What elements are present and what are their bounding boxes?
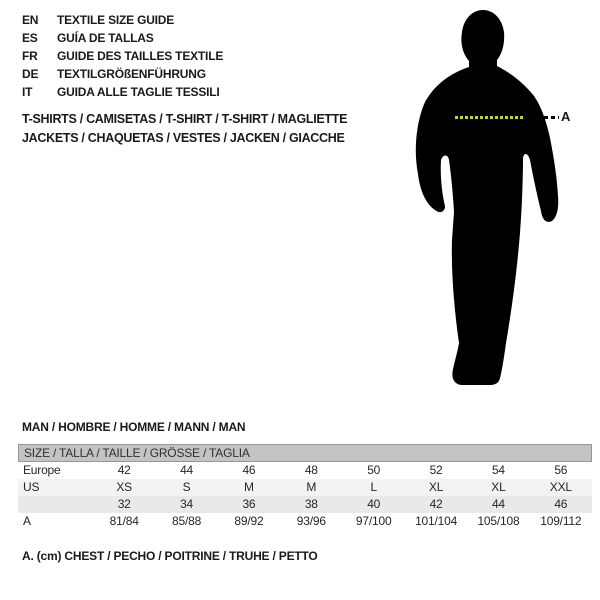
category-list <box>22 110 347 148</box>
language-row <box>22 47 223 65</box>
size-cell: 105/108 <box>477 514 520 528</box>
language-label: GUIDE DES TAILLES TEXTILE <box>57 49 224 63</box>
language-row <box>22 29 223 47</box>
size-cell: 109/112 <box>540 514 582 528</box>
measure-pointer-dash-line <box>537 116 559 119</box>
language-code: FR <box>22 49 38 63</box>
language-label: TEXTILGRÖßENFÜHRUNG <box>57 67 206 81</box>
language-code: DE <box>22 67 39 81</box>
size-cell: 36 <box>242 497 256 511</box>
row-label: A <box>23 514 31 528</box>
size-cell: 97/100 <box>355 514 392 528</box>
size-cell: 85/88 <box>172 514 202 528</box>
category-line: T-SHIRTS / CAMISETAS / T-SHIRT / T-SHIRT / MAGLIETTE <box>22 112 348 126</box>
size-cell: 42 <box>117 463 131 477</box>
size-cell: 89/92 <box>234 514 264 528</box>
size-cell: 81/84 <box>109 514 139 528</box>
size-cell: 52 <box>429 463 443 477</box>
size-cell: XL <box>428 480 444 494</box>
size-table <box>18 444 592 530</box>
category-line: JACKETS / CHAQUETAS / VESTES / JACKEN / GIACCHE <box>22 131 345 145</box>
language-code: ES <box>22 31 38 45</box>
man-silhouette-icon <box>405 8 565 390</box>
language-label: TEXTILE SIZE GUIDE <box>57 13 175 27</box>
language-row <box>22 83 223 101</box>
size-cell: XXL <box>549 480 572 494</box>
size-cell: 48 <box>304 463 318 477</box>
table-row <box>18 496 592 513</box>
measurement-footnote: A. (cm) CHEST / PECHO / POITRINE / TRUHE / PETTO <box>22 549 318 563</box>
size-cell: S <box>182 480 191 494</box>
table-row <box>18 479 592 496</box>
size-cell: M <box>244 480 254 494</box>
size-cell: XL <box>491 480 506 494</box>
language-code: EN <box>22 13 39 27</box>
language-code: IT <box>22 85 33 99</box>
size-cell: XS <box>116 480 132 494</box>
size-cell: 32 <box>117 497 131 511</box>
chest-measure-dash-line <box>455 116 523 119</box>
size-cell: 46 <box>554 497 568 511</box>
size-cell: 93/96 <box>296 514 326 528</box>
measure-label-a: A <box>561 109 571 124</box>
row-label <box>18 496 93 513</box>
language-row <box>22 65 223 83</box>
size-cell: 44 <box>180 463 194 477</box>
size-cell: L <box>370 480 377 494</box>
size-cell: 56 <box>554 463 568 477</box>
row-label: Europe <box>23 463 61 477</box>
size-cell: 101/104 <box>415 514 458 528</box>
size-table-header: SIZE / TALLA / TAILLE / GRÖSSE / TAGLIA <box>18 444 592 462</box>
size-table-body <box>18 462 592 530</box>
section-title-man: MAN / HOMBRE / HOMME / MANN / MAN <box>22 420 246 434</box>
size-cell: M <box>306 480 317 494</box>
size-cell: 46 <box>242 463 256 477</box>
size-cell: 44 <box>491 497 505 511</box>
size-cell: 34 <box>180 497 194 511</box>
size-cell: 38 <box>304 497 318 511</box>
row-label: US <box>23 480 40 494</box>
size-cell: 40 <box>367 497 381 511</box>
language-row <box>22 11 223 29</box>
size-cell: 54 <box>491 463 505 477</box>
table-row <box>18 513 592 530</box>
size-cell: 42 <box>429 497 443 511</box>
table-row <box>18 462 592 479</box>
size-cell: 50 <box>367 463 381 477</box>
language-label: GUIDA ALLE TAGLIE TESSILI <box>57 85 220 99</box>
language-label: GUÍA DE TALLAS <box>57 31 154 45</box>
man-silhouette-figure <box>405 8 575 390</box>
language-list <box>22 11 223 101</box>
